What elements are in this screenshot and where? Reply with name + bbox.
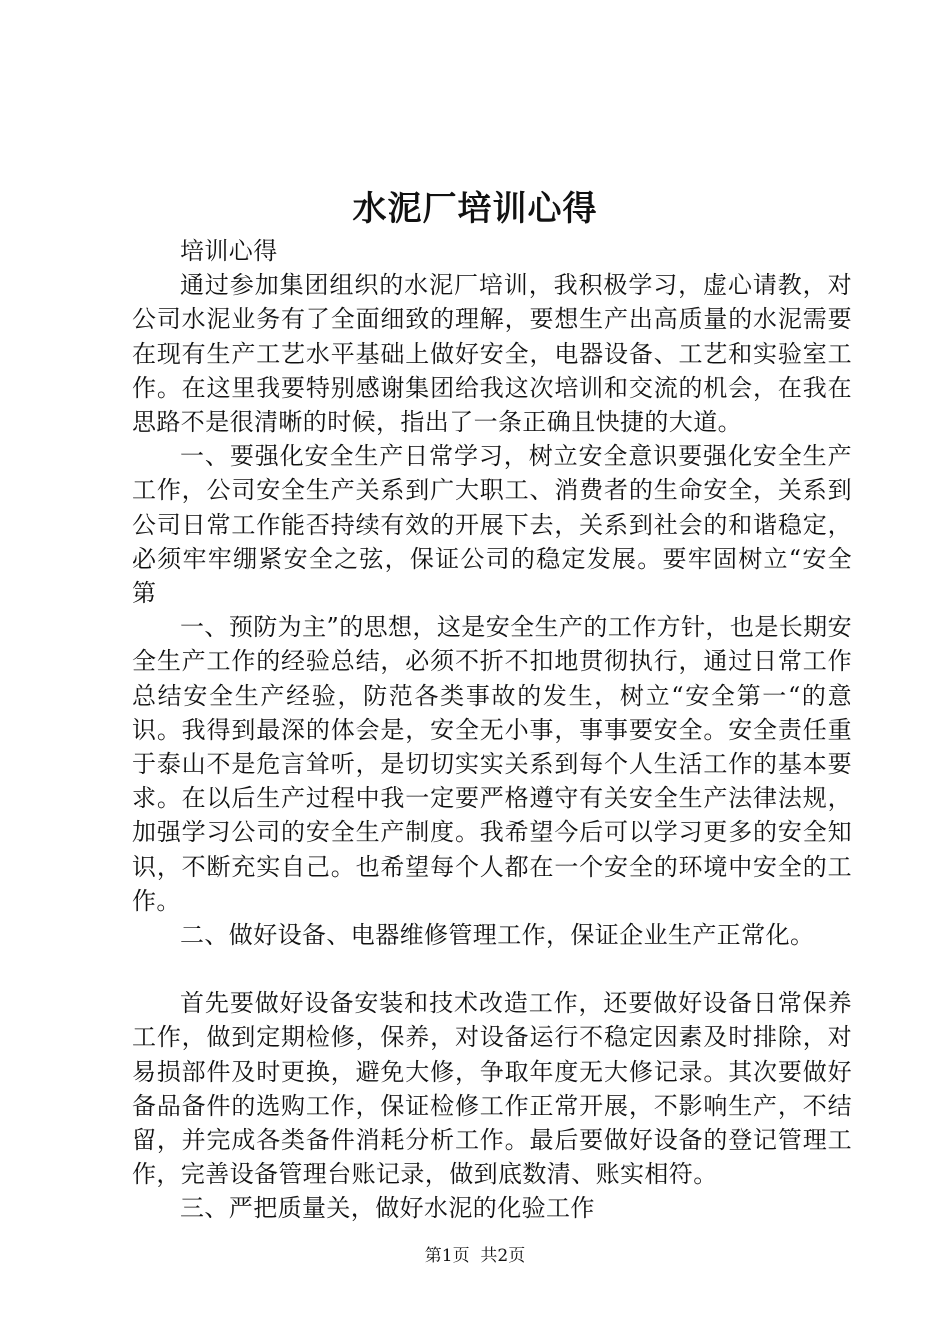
paragraph-safety: 一、要强化安全生产日常学习，树立安全意识要强化安全生产工作，公司安全生产关系到广大职工、消费者的生命安全，关系到公司日常工作能否持续有效的开展下去，关系到社会的和谐稳定，必须牢牢绷紧安全之弦，保证公司的稳定发展。要牢固树立“安全第 [132,442,852,608]
paragraph-intro: 通过参加集团组织的水泥厂培训，我积极学习，虚心请教，对公司水泥业务有了全面细致的理解，要想生产出高质量的水泥需要在现有生产工艺水平基础上做好安全，电器设备、工艺和实验室工作。在这里我要特别感谢集团给我这次培训和交流的机会，在我在思路不是很清晰的时候，指出了一条正确且快捷的大道。 [132,271,852,437]
paragraph-subtitle: 培训心得 [180,237,278,265]
paragraph-safety-continued: 一、预防为主”的思想，这是安全生产的工作方针，也是长期安全生产工作的经验总结，必须不折不扣地贯彻执行，通过日常工作总结安全生产经验，防范各类事故的发生，树立“安全第一“的意识。我得到最深的体会是，安全无小事，事事要安全。安全责任重于泰山不是危言耸听，是切切实实关系到每个人生活工作的基本要求。在以后生产过程中我一定要严格遵守有关安全生产法律法规，加强学习公司的安全生产制度。我希望今后可以学习更多的安全知识，不断充实自己。也希望每个人都在一个安全的环境中安全的工作。 [132,613,852,915]
document-title: 水泥厂培训心得 [352,189,598,229]
paragraph-equipment: 首先要做好设备安装和技术改造工作，还要做好设备日常保养工作，做到定期检修，保养，对设备运行不稳定因素及时排除，对易损部件及时更换，避免大修，争取年度无大修记录。其次要做好备品备件的选购工作，保证检修工作正常开展，不影响生产，不结留，并完成各类备件消耗分析工作。最后要做好设备的登记管理工作，完善设备管理台账记录，做到底数清、账实相符。 [132,989,852,1189]
document-body [132,234,852,1226]
page-footer: 第1页 共2页 [424,1246,526,1266]
paragraph-spacer [132,952,852,986]
paragraph-equipment-heading: 二、做好设备、电器维修管理工作，保证企业生产正常化。 [180,921,815,950]
paragraph-quality-heading: 三、严把质量关，做好水泥的化验工作 [180,1194,595,1223]
